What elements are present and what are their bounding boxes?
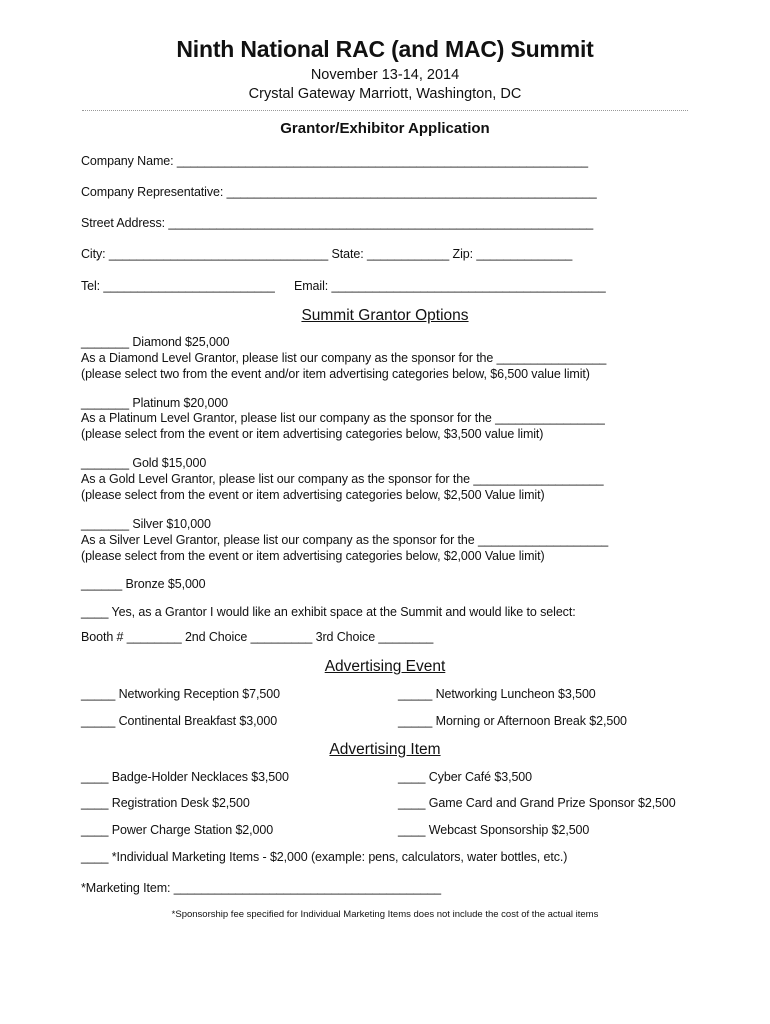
grantor-options-heading-text: Summit Grantor Options [301, 307, 469, 324]
advertising-event-heading-text: Advertising Event [324, 658, 446, 675]
cyber-cafe-option[interactable]: ____ Cyber Café $3,500 [398, 770, 533, 784]
badge-holder-option[interactable]: ____ Badge-Holder Necklaces $3,500 [81, 770, 289, 784]
webcast-option[interactable]: ____ Webcast Sponsorship $2,500 [398, 823, 590, 837]
diamond-option[interactable]: _______ Diamond $25,000 [81, 335, 230, 349]
advertising-event-heading [0, 658, 770, 676]
event-dates: November 13-14, 2014 [310, 67, 460, 83]
email-field[interactable]: Email: ________________________________________ [294, 279, 606, 293]
networking-reception-option[interactable]: _____ Networking Reception $7,500 [81, 687, 280, 701]
telephone-field[interactable]: Tel: _________________________ [81, 279, 275, 293]
diamond-sponsor-line[interactable]: As a Diamond Level Grantor, please list our company as the sponsor for the ________________ [81, 351, 607, 365]
gold-option[interactable]: _______ Gold $15,000 [81, 456, 207, 470]
diamond-note: (please select two from the event and/or item advertising categories below, $6,500 value limit) [81, 367, 590, 381]
advertising-item-heading [0, 741, 770, 759]
company-name-field[interactable]: Company Name: ____________________________________________________________ [81, 154, 588, 168]
event-venue: Crystal Gateway Marriott, Washington, DC [248, 86, 522, 102]
platinum-option[interactable]: _______ Platinum $20,000 [81, 396, 229, 410]
silver-sponsor-line[interactable]: As a Silver Level Grantor, please list our company as the sponsor for the ___________________ [81, 533, 609, 547]
gold-note: (please select from the event or item advertising categories below, $2,500 Value limit) [81, 488, 545, 502]
power-charge-option[interactable]: ____ Power Charge Station $2,000 [81, 823, 274, 837]
silver-note: (please select from the event or item advertising categories below, $2,000 Value limit) [81, 549, 545, 563]
street-address-field[interactable]: Street Address: ______________________________________________________________ [81, 216, 594, 230]
document-title: Ninth National RAC (and MAC) Summit [176, 36, 594, 62]
game-card-option[interactable]: ____ Game Card and Grand Prize Sponsor $2,500 [398, 796, 676, 810]
company-representative-field[interactable]: Company Representative: ______________________________________________________ [81, 185, 597, 199]
grantor-options-heading [0, 307, 770, 325]
bronze-option[interactable]: ______ Bronze $5,000 [81, 577, 206, 591]
individual-marketing-option[interactable]: ____ *Individual Marketing Items - $2,000 (example: pens, calculators, water bottles, etc.) [81, 850, 568, 864]
city-state-zip-field[interactable]: City: ________________________________ State: ____________ Zip: ______________ [81, 247, 573, 261]
networking-luncheon-option[interactable]: _____ Networking Luncheon $3,500 [398, 687, 596, 701]
marketing-item-field[interactable]: *Marketing Item: _______________________________________ [81, 881, 442, 895]
form-title: Grantor/Exhibitor Application [280, 120, 490, 137]
header-divider [82, 110, 688, 111]
registration-desk-option[interactable]: ____ Registration Desk $2,500 [81, 796, 250, 810]
footnote: *Sponsorship fee specified for Individual Marketing Items does not include the cost of the actual items [171, 909, 599, 920]
silver-option[interactable]: _______ Silver $10,000 [81, 517, 211, 531]
platinum-note: (please select from the event or item advertising categories below, $3,500 value limit) [81, 427, 544, 441]
gold-sponsor-line[interactable]: As a Gold Level Grantor, please list our company as the sponsor for the ___________________ [81, 472, 604, 486]
exhibit-space-option[interactable]: ____ Yes, as a Grantor I would like an exhibit space at the Summit and would like to select: [81, 605, 576, 619]
break-option[interactable]: _____ Morning or Afternoon Break $2,500 [398, 714, 627, 728]
platinum-sponsor-line[interactable]: As a Platinum Level Grantor, please list our company as the sponsor for the ________________ [81, 411, 605, 425]
continental-breakfast-option[interactable]: _____ Continental Breakfast $3,000 [81, 714, 278, 728]
booth-choice-fields[interactable]: Booth # ________ 2nd Choice _________ 3rd Choice ________ [81, 630, 434, 644]
advertising-item-heading-text: Advertising Item [329, 741, 441, 758]
